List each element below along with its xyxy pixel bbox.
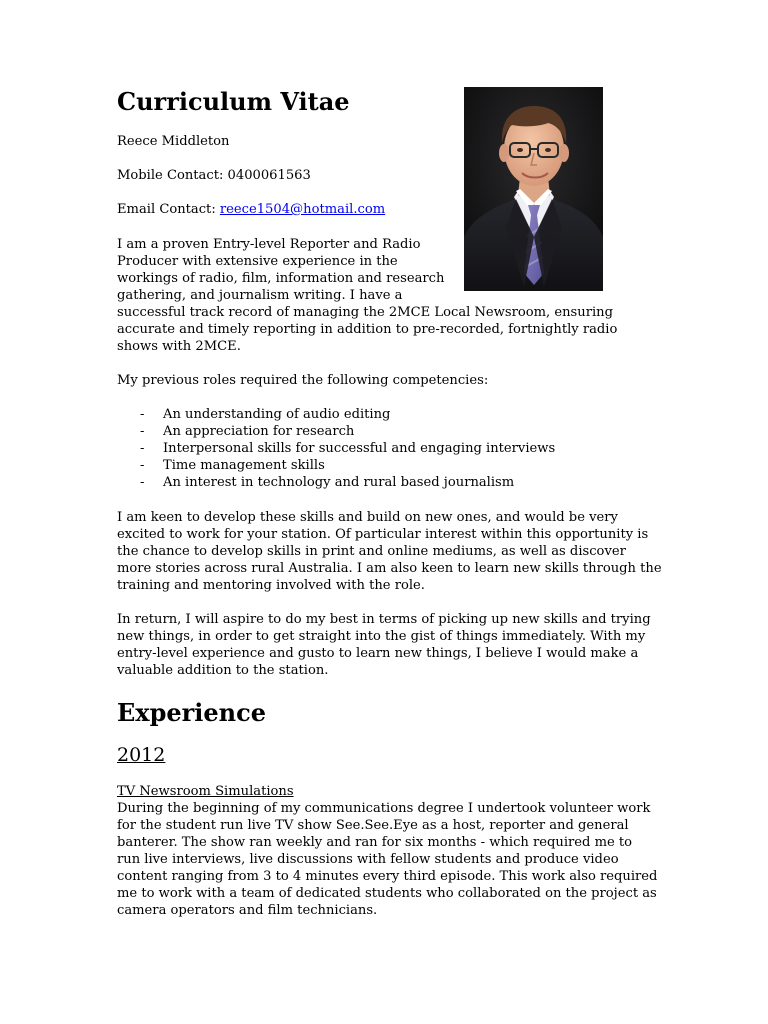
- role-line: banterer. The show ran weekly and ran for six months - which required me to: [117, 835, 633, 850]
- email-contact: [117, 201, 385, 218]
- portrait-photo: [464, 87, 603, 291]
- role-line: camera operators and film technicians.: [117, 903, 378, 918]
- competency-text: Time management skills: [163, 458, 325, 473]
- intro-line: Producer with extensive experience in the: [117, 254, 398, 269]
- competency-text: An interest in technology and rural based journalism: [163, 475, 515, 490]
- keen-line: more stories across rural Australia. I am also keen to learn new skills through the: [117, 561, 662, 576]
- intro-line: successful track record of managing the 2MCE Local Newsroom, ensuring: [117, 305, 613, 320]
- email-link[interactable]: reece1504@hotmail.com: [219, 202, 386, 217]
- intro-line: I am a proven Entry-level Reporter and Radio: [117, 237, 421, 252]
- competency-item: [140, 457, 325, 474]
- bullet-dash: -: [140, 424, 145, 439]
- document-title: Curriculum Vitae: [117, 87, 350, 116]
- bullet-dash: -: [140, 407, 145, 422]
- competencies-intro: My previous roles required the following competencies:: [117, 373, 489, 388]
- competency-item: [140, 406, 390, 423]
- keen-line: the chance to develop skills in print and online mediums, as well as discover: [117, 544, 626, 559]
- intro-line: accurate and timely reporting in addition to pre-recorded, fortnightly radio: [117, 322, 618, 337]
- role-line: content ranging from 3 to 4 minutes every third episode. This work also required: [117, 869, 658, 884]
- keen-line: I am keen to develop these skills and build on new ones, and would be very: [117, 510, 618, 525]
- return-line: entry-level experience and gusto to learn new things, I believe I would make a: [117, 646, 639, 661]
- return-line: In return, I will aspire to do my best in terms of picking up new skills and trying: [117, 612, 651, 627]
- competency-text: Interpersonal skills for successful and engaging interviews: [163, 441, 556, 456]
- bullet-dash: -: [140, 458, 145, 473]
- competency-text: An understanding of audio editing: [163, 407, 391, 422]
- intro-line: shows with 2MCE.: [117, 339, 241, 354]
- role-line: me to work with a team of dedicated students who collaborated on the project as: [117, 886, 657, 901]
- candidate-name: Reece Middleton: [117, 134, 230, 149]
- bullet-dash: -: [140, 475, 145, 490]
- keen-line: training and mentoring involved with the role.: [117, 578, 425, 593]
- experience-heading: Experience: [117, 698, 267, 727]
- keen-line: excited to work for your station. Of particular interest within this opportunity is: [117, 527, 649, 542]
- return-line: valuable addition to the station.: [117, 663, 329, 678]
- mobile-contact: [117, 167, 311, 184]
- role-title: TV Newsroom Simulations: [117, 784, 294, 799]
- competency-item: [140, 440, 555, 457]
- role-line: During the beginning of my communications degree I undertook volunteer work: [117, 801, 651, 816]
- competency-item: [140, 474, 514, 491]
- role-line: for the student run live TV show See.See.Eye as a host, reporter and general: [117, 818, 629, 833]
- competency-text: An appreciation for research: [163, 424, 355, 439]
- mobile-label: Mobile Contact:: [117, 168, 228, 183]
- bullet-dash: -: [140, 441, 145, 456]
- intro-line: gathering, and journalism writing. I have a: [117, 288, 403, 303]
- intro-line: workings of radio, film, information and research: [117, 271, 445, 286]
- competency-item: [140, 423, 354, 440]
- experience-year: 2012: [117, 744, 166, 766]
- role-line: run live interviews, live discussions with fellow students and produce video: [117, 852, 619, 867]
- email-label: Email Contact:: [117, 202, 220, 217]
- mobile-number: 0400061563: [227, 168, 311, 183]
- return-line: new things, in order to get straight into the gist of things immediately. With my: [117, 629, 646, 644]
